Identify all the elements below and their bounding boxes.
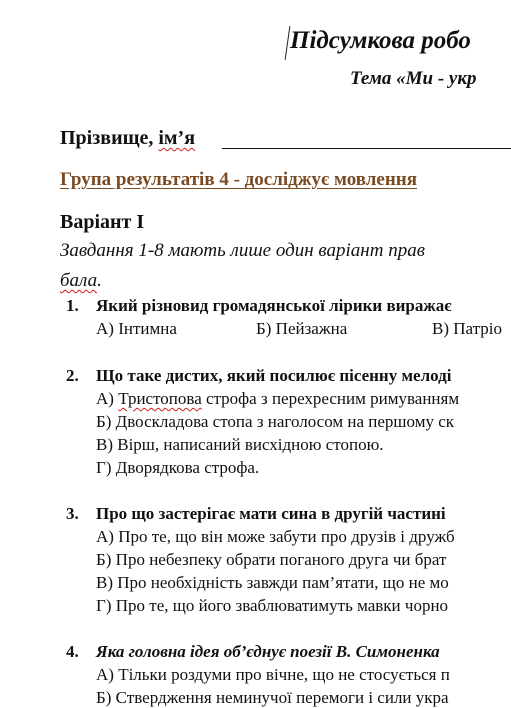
answer-option[interactable]: В) Патріо <box>432 319 502 338</box>
question-number: 2. <box>66 366 79 385</box>
surname-label: Прізвище, <box>60 127 159 149</box>
answer-option[interactable]: А) Тристопова строфа з перехресним римуванням <box>96 389 460 408</box>
answer-option[interactable]: В) Вірш, написаний висхідною стопою. <box>96 435 384 454</box>
question-text: Яка головна ідея об’єднує поезії В. Симоненка <box>96 642 440 661</box>
document-title: Підсумкова робо <box>290 27 471 54</box>
document-topic: Тема «Ми - укр <box>350 68 477 89</box>
answer-option[interactable]: А) Тільки роздуми про вічне, що не стосується п <box>96 665 450 684</box>
question-number: 4. <box>66 642 79 661</box>
answer-option[interactable]: Б) Ствердження неминучої перемоги і сили укра <box>96 688 449 707</box>
answer-option[interactable]: В) Про необхідність завжди пам’ятати, що не мо <box>96 573 449 592</box>
question-text: Про що застерігає мати сина в другій частині <box>96 504 446 523</box>
answer-option[interactable]: А) Інтимна <box>96 319 177 338</box>
name-label: ім’я <box>158 127 196 149</box>
variant-heading: Варіант I <box>60 211 145 233</box>
name-underline-field[interactable] <box>222 148 511 149</box>
answer-option[interactable]: Г) Про те, що його зваблюватимуть мавки чорно <box>96 596 449 615</box>
answer-option[interactable]: А) Про те, що він може забути про друзів і дружб <box>96 527 455 546</box>
question-text: Що таке дистих, який посилює пісенну мелоді <box>96 366 452 385</box>
answer-option[interactable]: Б) Про небезпеку обрати поганого друга чи брат <box>96 550 447 569</box>
question-number: 3. <box>66 504 79 523</box>
instructions-word: бала <box>60 270 98 291</box>
instructions-line-2: бала. <box>60 270 102 291</box>
question-text: Який різновид громадянської лірики виражає <box>96 296 452 315</box>
student-name-label <box>60 127 195 150</box>
instructions-line-1: Завдання 1-8 мають лише один варіант прав <box>60 240 425 261</box>
results-group-heading: Група результатів 4 - досліджує мовлення <box>60 169 418 190</box>
answer-option[interactable]: Б) Пейзажна <box>256 319 348 338</box>
answer-option[interactable]: Г) Дворядкова строфа. <box>96 458 260 477</box>
question-number: 1. <box>66 296 79 315</box>
answer-option[interactable]: Б) Двоскладова стопа з наголосом на першому ск <box>96 412 455 431</box>
